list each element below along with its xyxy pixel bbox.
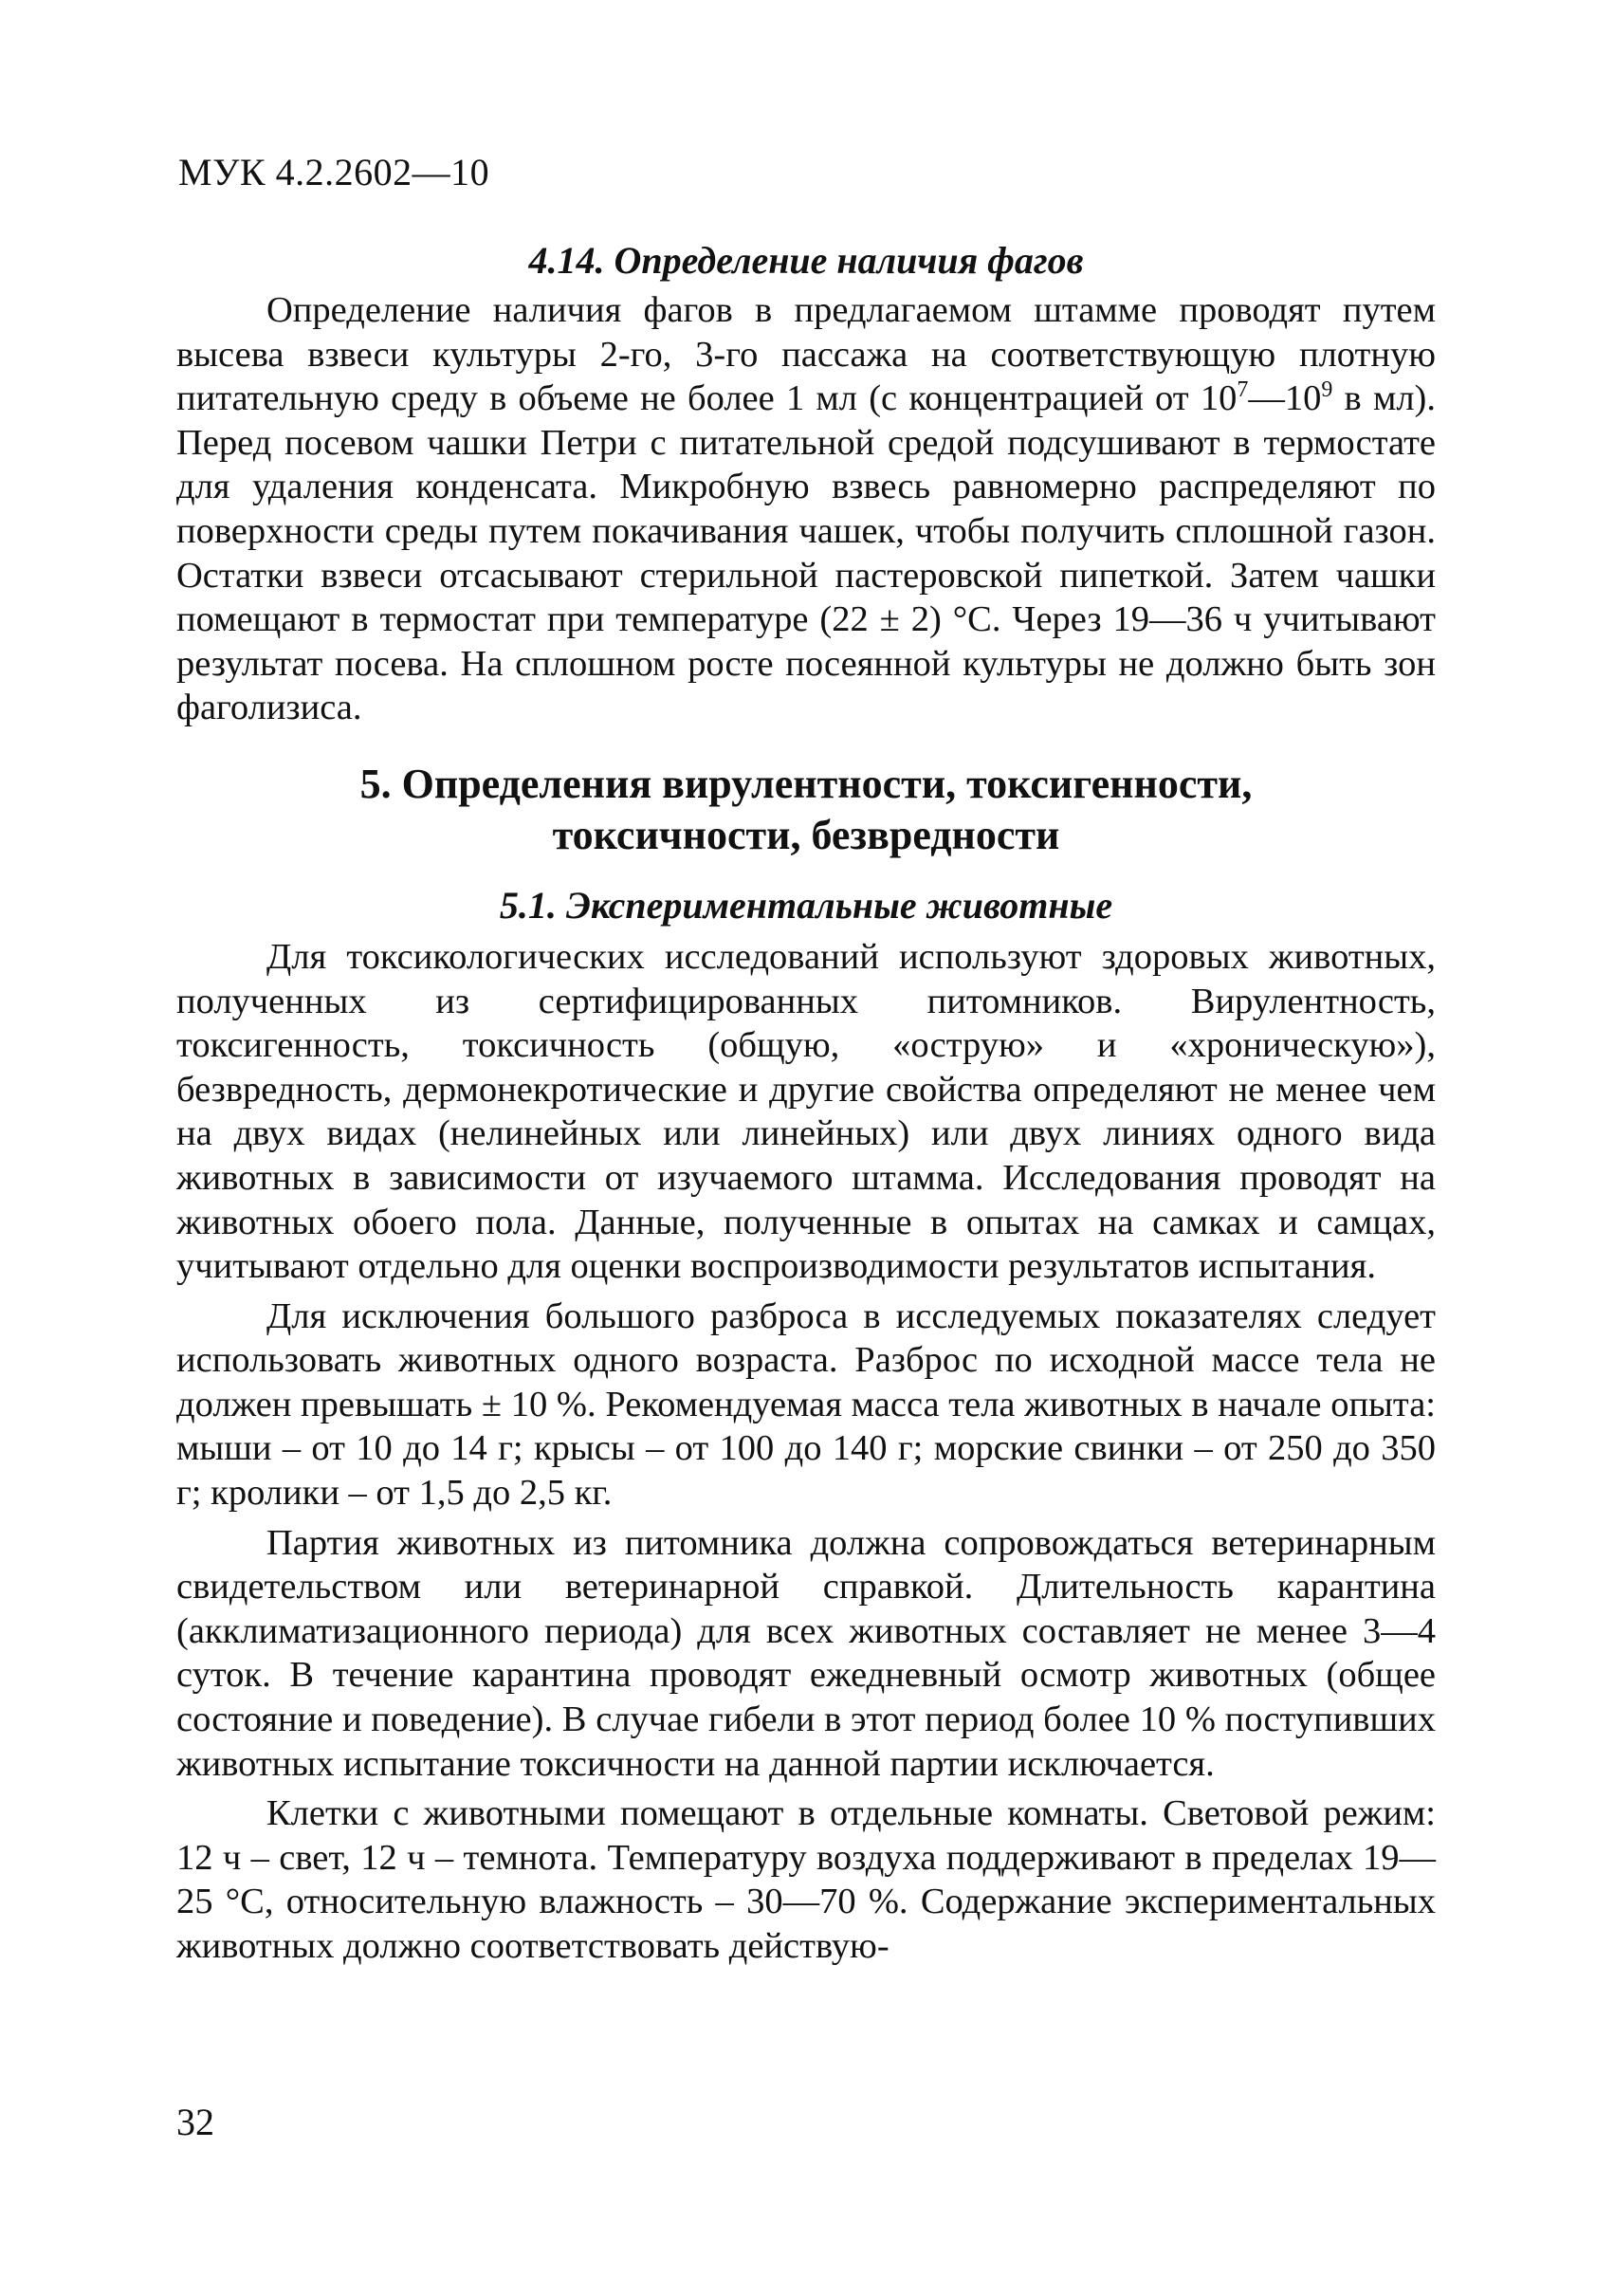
page-number: 32 [176,2101,214,2143]
paragraph-animals-weight: Для исключения большого разброса в исследуемых показателях следует использовать животных одного возраста. Разброс по исходной массе тела не должен превышать ± 10 %. Рекомендуемая масса тела животных в начале опыта: мыши – от 10 до 14 г; крысы – от 100 до 140 г; морские свинки – от 250 до 350 г; кролики – от 1,5 до 2,5 кг. [176,1295,1436,1514]
page-content [176,237,1436,1975]
paragraph-text: Определение наличия фагов в предлагаемом штамме проводят путем высева взвеси культуры 2-го, 3-го пассажа на соответствующую плотную питательную среду в объеме не более 1 мл (с концентрацией от 10 [176,290,1436,419]
paragraph-animals-housing: Клетки с животными помещают в отдельные комнаты. Световой режим: 12 ч – свет, 12 ч – темнота. Температуру воздуха поддерживают в пределах 19—25 °С, относительную влажность – 30—70 %. Содержание экспериментальных животных должно соответствовать действую- [176,1793,1436,1966]
paragraph-text: в мл). Перед посевом чашки Петри с питательной средой подсушивают в термостате для удаления конденсата. Микробную взвесь равномерно распределяют по поверхности среды путем покачивания чашек, чтобы получить сплошной газон. Остатки взвеси отсасывают стерильной пастеровской пипеткой. Затем чашки помещают в термостат при температуре (22 ± 2) °С. Через 19—36 ч учитывают результат посева. На сплошном росте посеянной культуры не должно быть зон фаголизиса. [176,378,1436,728]
section-title-line: 5. Определения вирулентности, токсигенности, [359,760,1253,807]
section-title-5 [176,759,1436,861]
exponent: 9 [1321,377,1333,403]
exponent: 7 [1237,377,1249,403]
running-header: МУК 4.2.2602—10 [178,151,490,193]
section-title-line: токсичности, безвредности [552,811,1060,858]
paragraph-phages [176,288,1436,730]
paragraph-animals-selection: Для токсикологических исследований используют здоровых животных, полученных из сертифицированных питомников. Вирулентность, токсигенность, токсичность (общую, «острую» и «хроническую»), безвредность, дермонекротические и другие свойства определяют не менее чем на двух видах (нелинейных или линейных) или двух линиях одного вида животных в зависимости от изучаемого штамма. Исследования проводят на животных обоего пола. Данные, полученные в опытах на самках и самцах, учитывают отдельно для оценки воспроизводимости результатов испытания. [176,936,1436,1287]
paragraph-animals-quarantine: Партия животных из питомника должна сопровождаться ветеринарным свидетельством или ветеринарной справкой. Длительность карантина (акклиматизационного периода) для всех животных составляет не менее 3—4 суток. В течение карантина проводят ежедневный осмотр животных (общее состояние и поведение). В случае гибели в этот период более 10 % поступивших животных испытание токсичности на данной партии исключается. [176,1522,1436,1784]
paragraph-text: —10 [1248,378,1322,419]
subsection-title-5-1: 5.1. Экспериментальные животные [499,883,1113,927]
subsection-title-4-14: 4.14. Определение наличия фагов [528,239,1084,282]
